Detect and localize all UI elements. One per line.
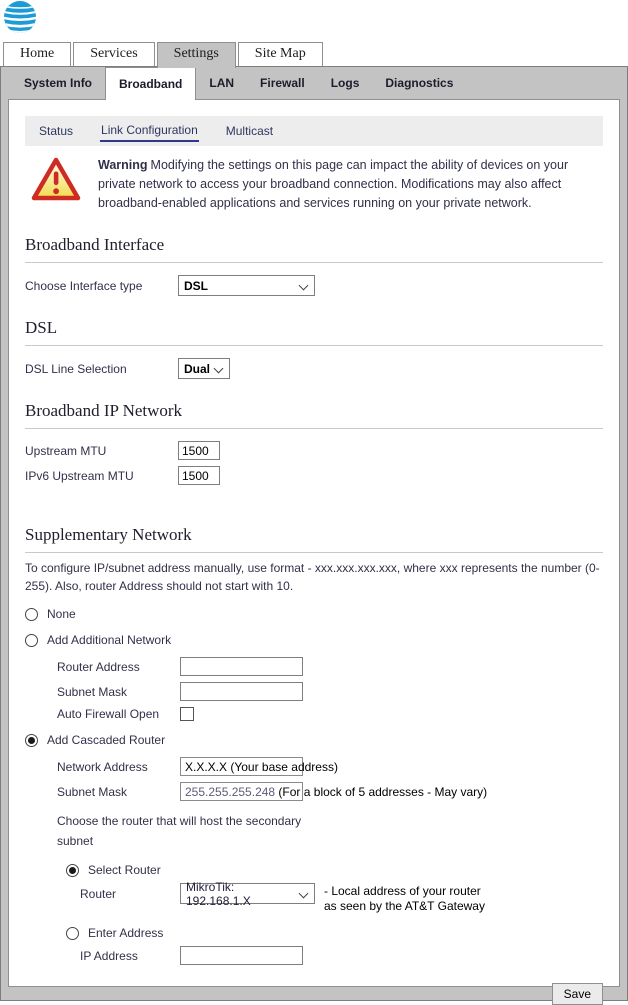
dsl-heading: DSL (25, 318, 58, 337)
main-tab-bar (3, 42, 628, 66)
option-cascaded-label: Add Cascaded Router (47, 733, 166, 747)
chevron-down-icon (299, 889, 309, 899)
dsl-line-row (25, 358, 603, 379)
ip-address-input[interactable] (180, 946, 303, 965)
warning-text: Warning Modifying the settings on this page can impact the ability of devices on your private network to access your broadband connection. Modifications may also affect broadband-enabled applications and services running on your private network. (98, 158, 569, 210)
option-enter-address[interactable] (66, 926, 603, 940)
section-tab-multicast[interactable]: Multicast (225, 124, 274, 138)
subtab-firewall[interactable]: Firewall (260, 76, 305, 90)
option-none[interactable] (25, 607, 603, 621)
subnet-mask-label: Subnet Mask (57, 684, 128, 699)
auto-firewall-row (57, 707, 603, 721)
warning-banner (25, 156, 603, 213)
divider (25, 552, 603, 553)
auto-firewall-label: Auto Firewall Open (57, 707, 160, 721)
subtab-system-info[interactable]: System Info (24, 76, 93, 90)
option-add-network-label: Add Additional Network (47, 633, 172, 647)
option-select-router[interactable] (66, 863, 603, 877)
cascade-subnet-value: 255.255.255.248 (For a block of 5 addresses - May vary) (185, 785, 488, 799)
subnet-mask-row (57, 682, 603, 701)
router-label: Router (80, 887, 117, 901)
divider (25, 262, 603, 263)
upstream-mtu-row (25, 441, 603, 460)
radio-add-cascaded-router[interactable] (25, 734, 38, 747)
supplementary-heading: Supplementary Network (25, 525, 192, 544)
subnet-mask-input[interactable] (180, 682, 303, 701)
tab-home[interactable]: Home (3, 42, 71, 66)
network-address-input[interactable] (180, 757, 338, 776)
interface-type-select[interactable] (178, 275, 315, 296)
warning-triangle-icon (30, 156, 82, 208)
ipv6-mtu-row (25, 466, 603, 485)
chevron-down-icon (299, 281, 309, 291)
chevron-down-icon (214, 364, 224, 374)
save-row (25, 983, 603, 1005)
broadband-interface-heading: Broadband Interface (25, 235, 165, 254)
tab-services[interactable]: Services (73, 42, 154, 66)
dsl-line-select[interactable] (178, 358, 230, 379)
ipv6-mtu-input[interactable] (178, 466, 220, 485)
radio-select-router[interactable] (66, 864, 79, 877)
divider (25, 345, 603, 346)
ip-address-row (80, 946, 603, 965)
network-address-value: X.X.X.X (Your base address) (185, 760, 338, 774)
section-tab-link-configuration[interactable]: Link Configuration (100, 120, 199, 142)
section-tab-status[interactable]: Status (39, 124, 74, 138)
upstream-mtu-input[interactable] (178, 441, 220, 460)
ip-address-label: IP Address (80, 948, 138, 963)
router-address-label: Router Address (57, 659, 140, 674)
section-tab-bar (25, 116, 603, 146)
router-row (80, 879, 603, 914)
interface-type-row (25, 275, 603, 296)
upstream-mtu-label: Upstream MTU (25, 443, 107, 458)
network-address-row (57, 757, 603, 776)
settings-band (0, 66, 628, 1001)
radio-enter-address[interactable] (66, 927, 79, 940)
subtab-broadband[interactable]: Broadband (105, 67, 196, 100)
option-none-label: None (47, 607, 76, 621)
router-value: MikroTik: 192.168.1.X (186, 879, 251, 908)
ipv6-mtu-label: IPv6 Upstream MTU (25, 468, 134, 483)
option-add-additional-network[interactable] (25, 633, 603, 647)
header (0, 0, 628, 42)
auto-firewall-checkbox[interactable] (180, 707, 194, 721)
option-enter-address-label: Enter Address (88, 926, 164, 940)
save-button[interactable]: Save (552, 983, 603, 1005)
cascade-subnet-label: Subnet Mask (57, 784, 128, 799)
router-select[interactable] (180, 879, 315, 908)
subtab-lan[interactable]: LAN (209, 76, 235, 90)
subtab-diagnostics[interactable]: Diagnostics (385, 76, 454, 90)
router-address-input[interactable] (180, 657, 303, 676)
content-panel (8, 99, 620, 1001)
cascade-subnet-input[interactable] (180, 782, 488, 801)
subtab-logs[interactable]: Logs (330, 76, 360, 90)
option-select-router-label: Select Router (88, 863, 161, 877)
dsl-line-value: Dual (184, 361, 211, 376)
sub-tab-bar (1, 67, 627, 99)
dsl-line-label: DSL Line Selection (25, 361, 127, 376)
network-address-label: Network Address (57, 759, 148, 774)
radio-none[interactable] (25, 608, 38, 621)
option-add-cascaded-router[interactable] (25, 733, 603, 747)
router-hint: - Local address of your router as seen by the AT&T Gateway (324, 884, 485, 913)
cascade-subnet-row (57, 782, 603, 801)
divider (25, 428, 603, 429)
tab-site-map[interactable]: Site Map (238, 42, 323, 66)
interface-type-value: DSL (184, 278, 208, 293)
interface-type-label: Choose Interface type (25, 278, 143, 293)
supplementary-note: To configure IP/subnet address manually, use format - xxx.xxx.xxx.xxx, where xxx represents the number (0-255). Also, router Address should not start with 10. (25, 561, 600, 593)
choose-router-text: Choose the router that will host the secondary subnet (57, 814, 302, 848)
att-logo-icon (3, 21, 37, 38)
cascade-subnet-hint: (For a block of 5 addresses - May vary) (275, 785, 488, 799)
warning-title: Warning (98, 158, 148, 172)
radio-add-additional-network[interactable] (25, 634, 38, 647)
broadband-ip-heading: Broadband IP Network (25, 401, 183, 420)
router-address-row (57, 657, 603, 676)
tab-settings[interactable]: Settings (157, 42, 236, 68)
